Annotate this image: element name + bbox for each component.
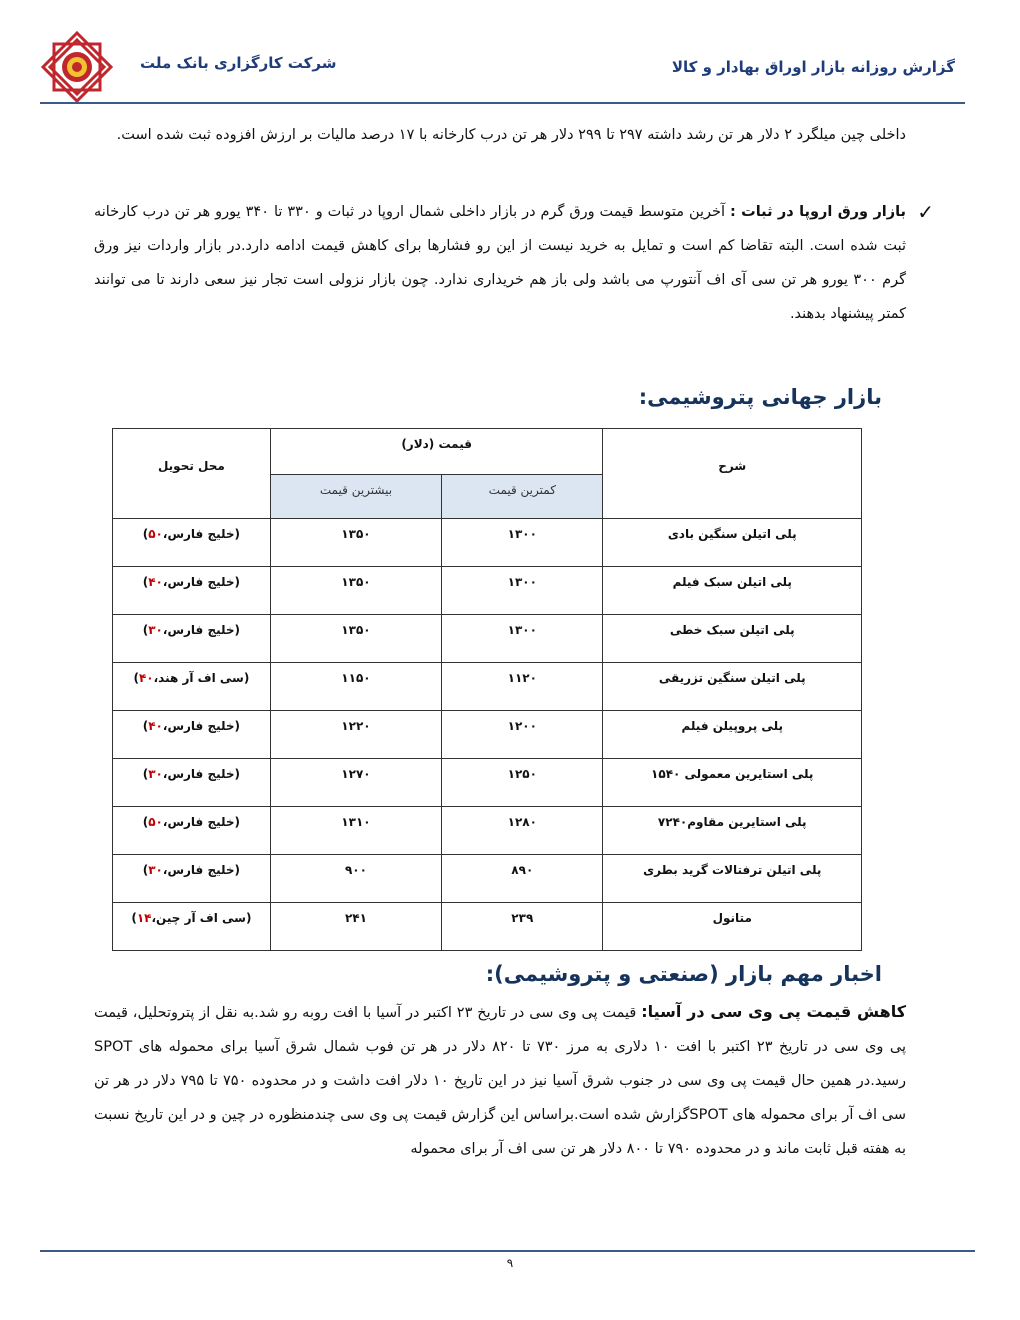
delivery-close: ) xyxy=(142,719,149,733)
cell-min-price: ۱۳۰۰ xyxy=(442,519,603,567)
paragraph-pvc-news xyxy=(94,995,906,1166)
section-title-petrochemical: بازار جهانی پتروشیمی: xyxy=(638,385,882,409)
delivery-days: ۴۰ xyxy=(148,575,163,589)
delivery-days: ۵۰ xyxy=(148,815,163,829)
header-desc: شرح xyxy=(603,429,862,519)
header-delivery: محل تحویل xyxy=(113,429,271,519)
table-row xyxy=(113,663,862,711)
header-divider xyxy=(40,102,965,104)
section-title-news: اخبار مهم بازار (صنعتی و پتروشیمی): xyxy=(485,962,882,986)
table-row xyxy=(113,711,862,759)
cell-min-price: ۱۱۲۰ xyxy=(442,663,603,711)
delivery-close: ) xyxy=(142,527,149,541)
cell-max-price: ۱۳۵۰ xyxy=(270,519,441,567)
delivery-days: ۱۴ xyxy=(136,911,152,925)
paragraph-europe-sheet xyxy=(94,195,934,331)
footer-divider xyxy=(40,1250,975,1252)
cell-description: پلی استایرین معمولی ۱۵۴۰ xyxy=(603,759,862,807)
page-number: ۹ xyxy=(506,1256,514,1270)
paragraph-lead: بازار ورق اروپا در ثبات : xyxy=(729,204,906,220)
report-title: گزارش روزانه بازار اوراق بهادار و کالا xyxy=(671,58,955,76)
cell-description: پلی پروپیلن فیلم xyxy=(603,711,862,759)
table-row xyxy=(113,615,862,663)
delivery-location: (خلیج فارس، xyxy=(162,527,241,541)
cell-description: پلی استایرین مقاوم۷۲۴۰ xyxy=(603,807,862,855)
cell-delivery xyxy=(113,903,271,951)
delivery-days: ۵۰ xyxy=(148,527,163,541)
cell-description: متانول xyxy=(603,903,862,951)
cell-min-price: ۱۲۵۰ xyxy=(442,759,603,807)
cell-delivery xyxy=(113,759,271,807)
petrochemical-price-table xyxy=(112,428,862,951)
delivery-days: ۳۰ xyxy=(148,623,163,637)
table-row xyxy=(113,903,862,951)
cell-min-price: ۲۳۹ xyxy=(442,903,603,951)
table-row xyxy=(113,519,862,567)
delivery-location: (خلیج فارس، xyxy=(162,719,241,733)
delivery-location: (خلیج فارس، xyxy=(162,863,241,877)
cell-max-price: ۱۳۱۰ xyxy=(270,807,441,855)
header-min-price: کمترین قیمت xyxy=(442,475,603,519)
checkmark-icon: ✓ xyxy=(917,200,934,224)
cell-description: پلی اتیلن سنگین تزریقی xyxy=(603,663,862,711)
delivery-location: (سی اف آر هند، xyxy=(153,671,250,685)
page-header xyxy=(40,30,975,108)
cell-delivery xyxy=(113,567,271,615)
table-row xyxy=(113,759,862,807)
cell-delivery xyxy=(113,519,271,567)
delivery-days: ۴۰ xyxy=(148,719,163,733)
delivery-days: ۴۰ xyxy=(138,671,154,685)
paragraph-body: آخرین متوسط قیمت ورق گرم در بازار داخلی شمال اروپا در ثبات و ۳۳۰ تا ۳۴۰ یورو هر تن درب کارخانه ثبت شده است. البته تقاضا کم است و تمایل به خرید نیست از این رو فشارها برای کاهش قیمت ادامه دارد.در بازار واردات نیز ورق گرم ۳۰۰ یورو هر تن سی آی اف آنتورپ می باشد ولی باز هم خریداری ندارد. چون بازار نزولی است تجار نیز سعی دارند تا می توانند کمتر پیشنهاد بدهند. xyxy=(94,204,906,322)
cell-min-price: ۱۲۸۰ xyxy=(442,807,603,855)
cell-description: پلی اتیلن سبک فیلم xyxy=(603,567,862,615)
delivery-close: ) xyxy=(142,863,149,877)
delivery-location: (خلیج فارس، xyxy=(162,815,241,829)
news-body: قیمت پی وی سی در تاریخ ۲۳ اکتبر در آسیا با افت روبه رو شد.به نقل از پتروتحلیل، قیمت پی وی سی در تاریخ ۲۳ اکتبر با افت ۱۰ دلاری به مرز ۷۳۰ تا ۸۲۰ دلار در هر تن فوب شمال شرق آسیا برای محموله های SPOT رسید.در همین حال قیمت پی وی سی در جنوب شرق آسیا نیز در این تاریخ ۱۰ دلار افت داشت و در محدوده ۷۵۰ تا ۷۹۵ دلار در هر تن سی اف آر برای محموله های SPOTگزارش شده است.براساس این گزارش قیمت پی وی سی چندمنظوره در چین و در این تاریخ نسبت به هفته قبل ثابت ماند و در محدوده ۷۹۰ تا ۸۰۰ دلار هر تن سی اف آر برای محموله xyxy=(94,1005,907,1157)
cell-max-price: ۱۳۵۰ xyxy=(270,567,441,615)
news-lead: کاهش قیمت پی وی سی در آسیا: xyxy=(641,1002,907,1021)
header-price: قیمت (دلار) xyxy=(270,429,603,475)
delivery-location: (سی اف آر چین، xyxy=(151,911,252,925)
bank-mellat-logo-icon xyxy=(40,30,114,104)
header-max-price: بیشترین قیمت xyxy=(270,475,441,519)
cell-description: پلی اتیلن سنگین بادی xyxy=(603,519,862,567)
table-row xyxy=(113,855,862,903)
delivery-close: ) xyxy=(142,815,149,829)
cell-max-price: ۱۳۵۰ xyxy=(270,615,441,663)
cell-min-price: ۱۲۰۰ xyxy=(442,711,603,759)
cell-delivery xyxy=(113,615,271,663)
cell-max-price: ۲۴۱ xyxy=(270,903,441,951)
cell-delivery xyxy=(113,807,271,855)
cell-delivery xyxy=(113,855,271,903)
table-row xyxy=(113,807,862,855)
delivery-location: (خلیج فارس، xyxy=(162,623,241,637)
delivery-close: ) xyxy=(131,911,137,925)
table-row xyxy=(113,567,862,615)
delivery-days: ۳۰ xyxy=(148,863,163,877)
cell-min-price: ۱۳۰۰ xyxy=(442,615,603,663)
cell-max-price: ۹۰۰ xyxy=(270,855,441,903)
cell-description: پلی اتیلن ترفتالات گرید بطری xyxy=(603,855,862,903)
company-name: شرکت کارگزاری بانک ملت xyxy=(140,54,337,72)
delivery-close: ) xyxy=(142,623,149,637)
delivery-close: ) xyxy=(142,767,149,781)
delivery-close: ) xyxy=(142,575,149,589)
cell-min-price: ۱۳۰۰ xyxy=(442,567,603,615)
cell-max-price: ۱۲۲۰ xyxy=(270,711,441,759)
delivery-close: ) xyxy=(133,671,139,685)
cell-delivery xyxy=(113,711,271,759)
cell-max-price: ۱۱۵۰ xyxy=(270,663,441,711)
delivery-location: (خلیج فارس، xyxy=(162,767,241,781)
cell-max-price: ۱۲۷۰ xyxy=(270,759,441,807)
cell-min-price: ۸۹۰ xyxy=(442,855,603,903)
cell-delivery xyxy=(113,663,271,711)
cell-description: پلی اتیلن سبک خطی xyxy=(603,615,862,663)
delivery-location: (خلیج فارس، xyxy=(162,575,241,589)
delivery-days: ۳۰ xyxy=(148,767,163,781)
paragraph-rebar: داخلی چین میلگرد ۲ دلار هر تن رشد داشته ۲۹۷ تا ۲۹۹ دلار هر تن درب کارخانه با ۱۷ درصد مالیات بر ارزش افزوده ثبت شده است. xyxy=(116,127,906,143)
